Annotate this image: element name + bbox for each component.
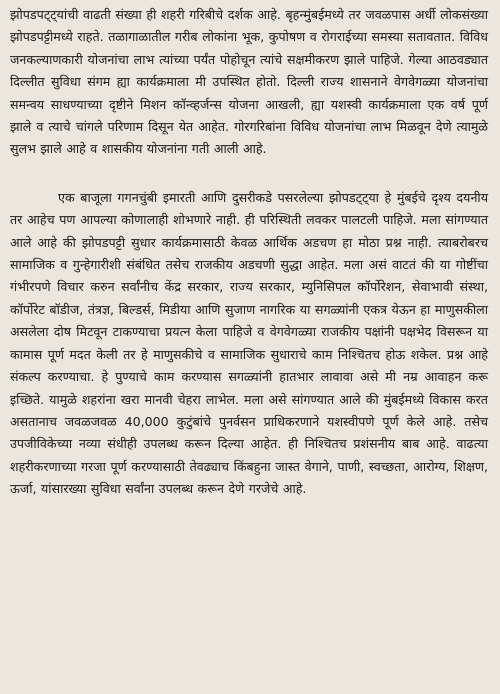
- paragraph-mumbai-slum-reform: एक बाजूला गगनचुंबी इमारती आणि दुसरीकडे पसरलेल्या झोपडट्ट्या हे मुंबईचे दृश्य दयनीय तर आहेच पण आपल्या कोणालाही शोभणारे नाही. ही परिस्थिती लवकर पालटली पाहिजे. मला सांगण्यात आले आहे की झोपडपट्टी सुधार कार्यक्रमासाठी केवळ आर्थिक अडचण हा मोठा प्रश्न नाही. त्याबरोबरच सामाजिक व गुन्हेगारीशी संबंधित तसेच राजकीय अडचणी सुद्धा आहेत. मला असं वाटतं की या गोष्टींचा गंभीरपणे विचार करुन सर्वांनीच केंद्र सरकार, राज्य सरकार, म्युनिसिपल कॉर्पोरेशन, सेवाभावी संस्था, कॉर्पोरेट बॉडीज, तंत्रज्ञ, बिल्डर्स, मिडीया आणि सुजाण नागरिक या सगळ्यांनी एकत्र येऊन हा माणुसकीला असलेला दोष मिटवून टाकण्याचा प्रयत्न केला पाहिजे व वेगवेगळ्या राजकीय पक्षांनी पक्षभेद विसरून या कामास पूर्ण मदत केली तर हे माणुसकीचे व सामाजिक सुधाराचे काम निश्चितच होऊ शकेल. प्रश्न आहे संकल्प करण्याचा. हे पुण्याचे काम करण्यास सगळ्यांनी हातभार लावावा असे मी नम्र आवाहन करू इच्छिते. यामुळे शहरांना खरा मानवी चेहरा लाभेल. मला असे सांगण्यात आले की मुंबईमध्ये विकास करत असतानाच जवळजवळ 40,000 कुटुंबांचे पुनर्वसन प्राधिकरणाने यशस्वीपणे पूर्ण केले आहे. तसेच उपजीविकेच्या नव्या संधीही उपलब्ध करून दिल्या आहेत. ही निश्चितच प्रशंसनीय बाब आहे. वाढत्या शहरीकरणाच्या गरजा पूर्ण करण्यासाठी तेवढ्याच किंबहुना जास्त वेगाने, पाणी, स्वच्छता, आरोग्य, शिक्षण, ऊर्जा, यांसारख्या सुविधा सर्वांना उपलब्ध करून देणे गरजेचे आहे.: [10, 189, 488, 497]
- paragraph-slum-growth: झोपडपट्ट्यांची वाढती संख्या ही शहरी गरिबीचे दर्शक आहे. बृहन्मुंबईमध्ये तर जवळपास अर्धी लोकसंख्या झोपडपट्टीमध्ये राहते. तळागाळातील गरीब लोकांना भूक, कुपोषण व रोगराईच्या समस्या सतावतात. विविध जनकल्याणकारी योजनांचा लाभ त्यांच्या पर्यंत पोहोचून त्यांचे सक्षमीकरण झाले पाहिजे. गेल्या आठवड्यात दिल्लीत सुविधा संगम ह्या कार्यक्रमाला मी उपस्थित होतो. दिल्ली राज्य शासनाने वेगवेगळ्या योजनांचा समन्वय साधण्याच्या दृष्टीने मिशन कॉन्व्हर्जन्स योजना आखली, ह्या यशस्वी कार्यक्रमाला एक वर्ष पूर्ण झाले व त्याचे चांगले परिणाम दिसून येत आहेत. गोरगरिबांना विविध योजनांचा लाभ मिळवून देणे त्यामुळे सुलभ झाले आहे व शासकीय योजनांना गती आली आहे.: [10, 7, 488, 157]
